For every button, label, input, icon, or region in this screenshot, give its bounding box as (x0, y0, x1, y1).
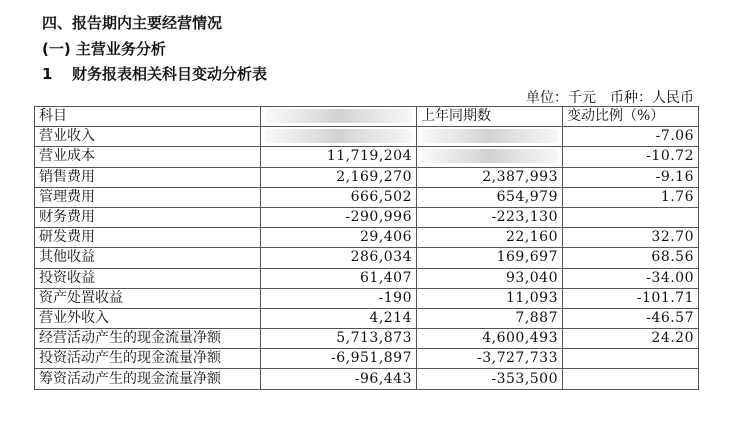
cell-current: -190 (261, 288, 417, 308)
cell-current (261, 127, 417, 147)
header-change-ratio: 变动比例（%） (563, 107, 699, 127)
cell-current: -96,443 (261, 369, 417, 389)
cell-item: 营业外收入 (35, 308, 261, 328)
cell-previous: 11,093 (417, 288, 563, 308)
redacted-blur (265, 109, 412, 123)
cell-item: 营业收入 (35, 127, 261, 147)
cell-item: 投资活动产生的现金流量净额 (35, 349, 261, 369)
table-heading-number: 1 (42, 65, 53, 83)
table-row (35, 207, 699, 227)
cell-previous: 93,040 (417, 268, 563, 288)
cell-current: 11,719,204 (261, 147, 417, 167)
cell-change (563, 207, 699, 227)
cell-change: 1.76 (563, 187, 699, 207)
table-heading-text: 财务报表相关科目变动分析表 (72, 65, 268, 83)
unit-label: 单位：千元 (526, 90, 596, 106)
cell-previous: -223,130 (417, 207, 563, 227)
cell-item: 研发费用 (35, 228, 261, 248)
cell-previous: 654,979 (417, 187, 563, 207)
cell-previous: -353,500 (417, 369, 563, 389)
cell-item: 财务费用 (35, 207, 261, 227)
cell-change: 24.20 (563, 329, 699, 349)
cell-item: 管理费用 (35, 187, 261, 207)
table-row (35, 288, 699, 308)
cell-previous: 169,697 (417, 248, 563, 268)
cell-previous (417, 147, 563, 167)
cell-item: 营业成本 (35, 147, 261, 167)
cell-previous: -3,727,733 (417, 349, 563, 369)
table-row (35, 268, 699, 288)
table-row (35, 147, 699, 167)
cell-item: 经营活动产生的现金流量净额 (35, 329, 261, 349)
table-header-row (35, 107, 699, 127)
subsection-heading: (一) 主营业务分析 (42, 40, 166, 58)
cell-current: 29,406 (261, 228, 417, 248)
table-body (35, 127, 699, 389)
section-heading: 四、报告期内主要经营情况 (42, 14, 223, 32)
cell-item: 其他收益 (35, 248, 261, 268)
cell-previous: 22,160 (417, 228, 563, 248)
currency-label: 币种：人民币 (610, 90, 694, 106)
redacted-blur (265, 129, 412, 143)
unit-line (512, 87, 694, 107)
cell-previous: 7,887 (417, 308, 563, 328)
table-heading (42, 63, 267, 84)
redacted-blur (421, 149, 558, 163)
cell-previous: 4,600,493 (417, 329, 563, 349)
cell-change: 32.70 (563, 228, 699, 248)
table-row (35, 308, 699, 328)
cell-change (563, 349, 699, 369)
cell-current: -6,951,897 (261, 349, 417, 369)
cell-item: 资产处置收益 (35, 288, 261, 308)
cell-change: -9.16 (563, 167, 699, 187)
cell-item: 销售费用 (35, 167, 261, 187)
cell-change: -101.71 (563, 288, 699, 308)
cell-change: -34.00 (563, 268, 699, 288)
financial-change-table (34, 106, 699, 390)
cell-previous (417, 127, 563, 147)
cell-change: -46.57 (563, 308, 699, 328)
table-row (35, 349, 699, 369)
cell-item: 投资收益 (35, 268, 261, 288)
table-row (35, 329, 699, 349)
cell-current: 4,214 (261, 308, 417, 328)
cell-current: 286,034 (261, 248, 417, 268)
table-row (35, 127, 699, 147)
header-item: 科目 (35, 107, 261, 127)
cell-current: 2,169,270 (261, 167, 417, 187)
cell-current: 5,713,873 (261, 329, 417, 349)
cell-current: -290,996 (261, 207, 417, 227)
cell-previous: 2,387,993 (417, 167, 563, 187)
table-row (35, 248, 699, 268)
cell-change: -10.72 (563, 147, 699, 167)
cell-item: 筹资活动产生的现金流量净额 (35, 369, 261, 389)
cell-current: 666,502 (261, 187, 417, 207)
table-row (35, 167, 699, 187)
cell-change: 68.56 (563, 248, 699, 268)
table-row (35, 369, 699, 389)
cell-change (563, 369, 699, 389)
header-previous-period: 上年同期数 (417, 107, 563, 127)
cell-change: -7.06 (563, 127, 699, 147)
table-row (35, 187, 699, 207)
table-row (35, 228, 699, 248)
redacted-blur (421, 129, 558, 143)
cell-current: 61,407 (261, 268, 417, 288)
header-current-period (261, 107, 417, 127)
